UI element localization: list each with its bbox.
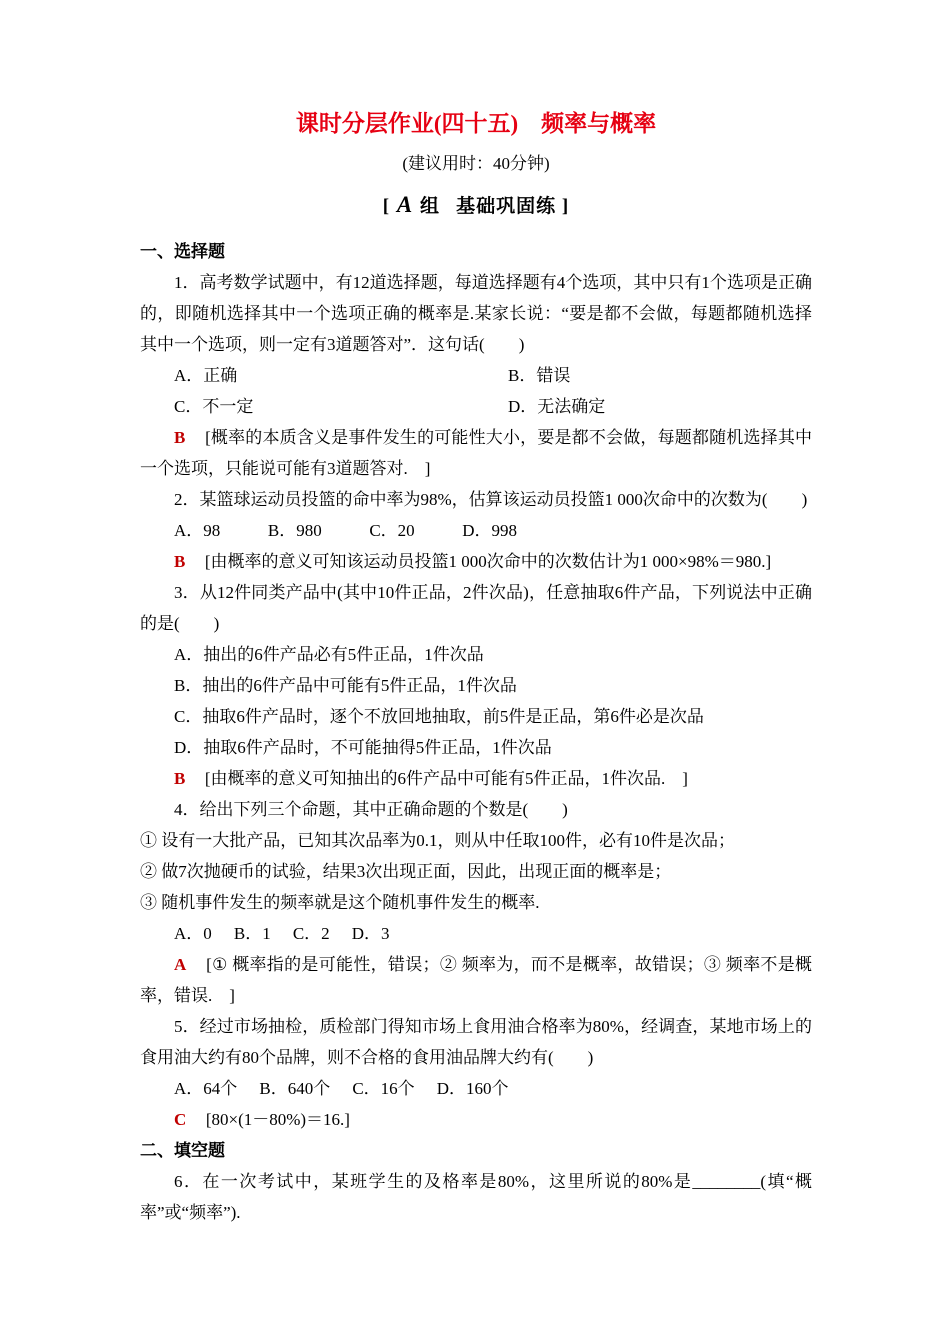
page-title: 课时分层作业(四十五) 频率与概率 <box>295 111 657 136</box>
question-3-answer-explanation: [由概率的意义可知抽出的6件产品中可能有5件正品，1件次品. ] <box>204 769 688 789</box>
question-3-answer-letter: B <box>174 769 186 789</box>
question-4-statement-2: ② 做7次抛硬币的试验，结果3次出现正面，因此，出现正面的概率是； <box>140 862 672 882</box>
question-2-options <box>140 515 812 546</box>
section-heading-fill-in: 二、填空题 <box>140 1141 225 1161</box>
question-2-option-b: B．980 <box>267 521 322 541</box>
question-5-options <box>140 1073 812 1104</box>
question-4-statement-1: ① 设有一大批产品，已知其次品率为0.1，则从中任取100件，必有10件是次品； <box>140 831 735 851</box>
question-3-option-b: B．抽出的6件产品中可能有5件正品，1件次品 <box>174 676 517 696</box>
question-5-option-c: C．16个 <box>352 1079 415 1099</box>
question-1-answer <box>140 422 812 484</box>
question-5-answer <box>140 1104 812 1135</box>
question-3-options <box>140 639 812 763</box>
group-bracket-close: ] <box>561 196 570 218</box>
question-1-option-c: C．不一定 <box>174 397 254 417</box>
question-2-answer-letter: B <box>174 552 186 572</box>
question-3-option-c: C．抽取6件产品时，逐个不放回地抽取，前5件是正品，第6件必是次品 <box>174 707 704 727</box>
group-name: 基础巩固练 <box>456 196 557 218</box>
question-6-stem: 6．在一次考试中，某班学生的及格率是80%，这里所说的80%是________(填“概率”或“频率”). <box>140 1172 812 1223</box>
question-1-option-d: D．无法确定 <box>508 397 606 417</box>
question-4-option-a: A．0 <box>174 924 212 944</box>
question-5-stem: 5．经过市场抽检，质检部门得知市场上食用油合格率为80%，经调查，某地市场上的食用油大约有80个品牌，则不合格的食用油品牌大约有( ) <box>140 1017 812 1068</box>
group-suffix: 组 <box>419 196 440 218</box>
question-2-answer-explanation: [由概率的意义可知该运动员投篮1 000次命中的次数估计为1 000×98%＝980.] <box>204 552 772 572</box>
question-4-option-c: C．2 <box>292 924 330 944</box>
question-2-option-d: D．998 <box>462 521 518 541</box>
question-4-options <box>140 918 812 949</box>
question-4-answer-letter: A <box>174 955 187 975</box>
group-letter: A <box>396 192 414 218</box>
question-1-options <box>140 360 812 422</box>
question-1-option-b: B．错误 <box>508 366 571 386</box>
question-3-answer <box>140 763 812 794</box>
question-5-option-b: B．640个 <box>259 1079 331 1099</box>
section-heading-multiple-choice: 一、选择题 <box>140 242 225 262</box>
question-4-option-b: B．1 <box>233 924 271 944</box>
question-5-option-a: A．64个 <box>174 1079 238 1099</box>
question-4-option-d: D．3 <box>351 924 390 944</box>
group-header <box>140 189 812 222</box>
question-4-statement-3: ③ 随机事件发生的频率就是这个随机事件发生的概率. <box>140 893 540 913</box>
question-5-option-d: D．160个 <box>436 1079 509 1099</box>
question-2-option-a: A．98 <box>174 521 221 541</box>
question-1-option-a: A．正确 <box>174 366 238 386</box>
duration-note: (建议用时：40分钟) <box>402 154 550 174</box>
question-2-answer <box>140 546 812 577</box>
question-3-stem: 3．从12件同类产品中(其中10件正品，2件次品)，任意抽取6件产品，下列说法中正确的是( ) <box>140 583 812 634</box>
question-2-option-c: C．20 <box>369 521 415 541</box>
question-3-option-d: D．抽取6件产品时，不可能抽得5件正品，1件次品 <box>174 738 552 758</box>
question-3-option-a: A．抽出的6件产品必有5件正品，1件次品 <box>174 645 484 665</box>
question-4-answer <box>140 949 812 1011</box>
question-1-answer-explanation: [概率的本质含义是事件发生的可能性大小，要是都不会做，每题都随机选择其中一个选项，只能说可能有3道题答对. ] <box>140 428 812 479</box>
question-5-answer-letter: C <box>174 1110 187 1130</box>
question-4-stem: 4．给出下列三个命题，其中正确命题的个数是( ) <box>174 800 568 820</box>
question-1-answer-letter: B <box>174 428 186 448</box>
question-4-answer-explanation: [① 概率指的是可能性，错误；② 频率为，而不是概率，故错误；③ 频率不是概率，错误. ] <box>140 955 813 1006</box>
question-5-answer-explanation: [80×(1－80%)＝16.] <box>205 1110 350 1130</box>
group-bracket-open: [ <box>382 196 391 218</box>
question-4-statements <box>140 825 812 918</box>
question-2-stem: 2．某篮球运动员投篮的命中率为98%，估算该运动员投篮1 000次命中的次数为( ) <box>174 490 808 510</box>
question-1-stem: 1．高考数学试题中，有12道选择题，每道选择题有4个选项，其中只有1个选项是正确的，即随机选择其中一个选项正确的概率是.某家长说：“要是都不会做，每题都随机选择其中一个选项，则一定有3道题答对”．这句话( ) <box>140 273 812 355</box>
